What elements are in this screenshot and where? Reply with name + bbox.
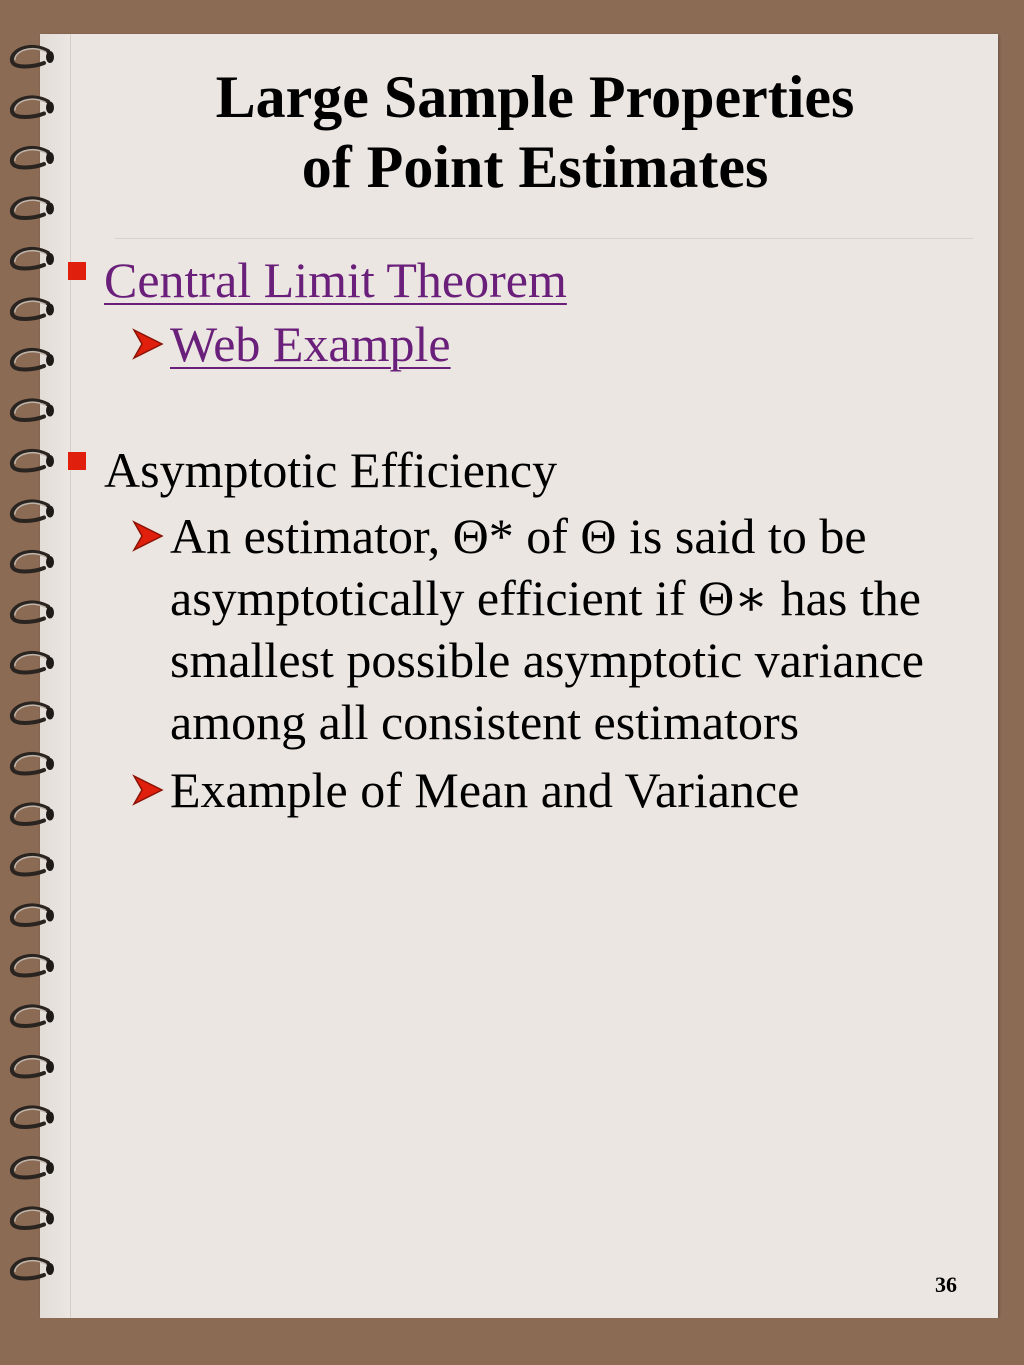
title-line-1: Large Sample Properties bbox=[215, 64, 855, 130]
title-divider bbox=[115, 238, 973, 239]
binding-ring bbox=[12, 653, 54, 673]
binding-ring bbox=[12, 1208, 54, 1228]
binding-ring bbox=[12, 703, 54, 723]
binding-ring bbox=[12, 400, 54, 420]
subitem-mean-variance-example: Example of Mean and Variance bbox=[170, 762, 800, 818]
bottom-frame bbox=[0, 1318, 1024, 1365]
binding-ring bbox=[12, 350, 54, 370]
spiral-binding-rings-icon bbox=[0, 0, 70, 1365]
binding-ring bbox=[12, 501, 54, 521]
binding-ring bbox=[12, 97, 54, 117]
binding-ring bbox=[12, 299, 54, 319]
binding-ring bbox=[12, 47, 54, 67]
red-arrow-bullet-icon bbox=[130, 518, 166, 554]
red-square-bullet-icon bbox=[68, 262, 86, 280]
web-example-link[interactable]: Web Example bbox=[170, 316, 451, 372]
red-arrow-bullet-icon bbox=[130, 326, 166, 362]
binding-ring bbox=[12, 855, 54, 875]
binding-ring bbox=[12, 1006, 54, 1026]
binding-ring bbox=[12, 1158, 54, 1178]
subitem-web-example[interactable] bbox=[170, 313, 451, 375]
binding-ring bbox=[12, 198, 54, 218]
subitem-estimator-definition: An estimator, Θ* of Θ is said to be asymptotically efficient if Θ∗ has the smallest possible asymptotic variance among all consistent estimators bbox=[170, 508, 924, 750]
central-limit-theorem-link[interactable]: Central Limit Theorem bbox=[104, 252, 567, 308]
binding-ring bbox=[12, 754, 54, 774]
binding-ring bbox=[12, 451, 54, 471]
binding-ring bbox=[12, 1107, 54, 1127]
red-arrow-bullet-icon bbox=[130, 772, 166, 808]
binding-ring bbox=[12, 1259, 54, 1279]
bullet-asymptotic-efficiency: Asymptotic Efficiency bbox=[104, 442, 558, 498]
red-square-bullet-icon bbox=[68, 452, 86, 470]
binding-ring bbox=[12, 804, 54, 824]
binding-ring bbox=[12, 1057, 54, 1077]
binding-ring bbox=[12, 956, 54, 976]
page-number: 36 bbox=[935, 1272, 957, 1297]
binding-ring bbox=[12, 905, 54, 925]
binding-ring bbox=[12, 552, 54, 572]
slide-title bbox=[100, 62, 970, 202]
binding-ring bbox=[12, 249, 54, 269]
binding-ring bbox=[12, 148, 54, 168]
title-line-2: of Point Estimates bbox=[301, 134, 769, 200]
bullet-central-limit-theorem[interactable] bbox=[104, 250, 567, 310]
binding-ring bbox=[12, 602, 54, 622]
